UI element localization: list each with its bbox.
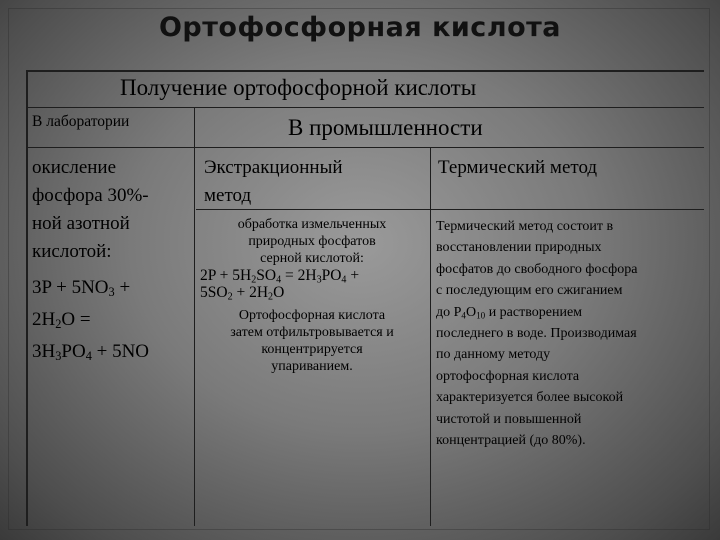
extraction-heading-line-1: Экстракционный: [204, 157, 343, 178]
thermal-line-6: последнего в воде. Производимая: [436, 326, 637, 342]
lab-line-3: ной азотной: [32, 213, 130, 234]
lab-method-text: [32, 154, 207, 366]
lab-column-header: В лаборатории: [32, 113, 130, 130]
table-divider-row1: [26, 107, 704, 108]
table-border-left: [26, 70, 28, 526]
extraction-desc-line-2: природных фосфатов: [248, 234, 376, 249]
industry-column-header: В промышленности: [288, 115, 483, 140]
table-divider-row2: [26, 147, 704, 148]
thermal-line-11: концентрацией (до 80%).: [436, 433, 586, 449]
slide-title: Ортофосфорная кислота: [158, 12, 562, 43]
extraction-equation-line-1: $2P + 5H_2SO_4 = 2H_3PO_4$ +: [200, 267, 360, 286]
extraction-desc-line-3: серной кислотой:: [260, 251, 364, 266]
thermal-line-8: ортофосфорная кислота: [436, 368, 580, 384]
thermal-method-text: [436, 216, 704, 451]
table-main-header: Получение ортофосфорной кислоты: [120, 75, 477, 100]
thermal-line-10: чистотой и повышенной: [436, 411, 582, 427]
thermal-line-2: восстановлении природных: [436, 240, 602, 256]
lab-line-4: кислотой:: [32, 241, 112, 262]
thermal-line-7: по данному методу: [436, 347, 551, 363]
thermal-line-5: до $P_4O_{10}$ и растворением: [436, 304, 583, 320]
lab-equation-line-3: $3H_3PO_4 + 5NO$: [32, 341, 150, 364]
methods-table: [26, 70, 704, 526]
extraction-filter-line-2: затем отфильтровывается и: [230, 325, 394, 340]
table-divider-col2: [430, 147, 431, 526]
thermal-line-9: характеризуется более высокой: [436, 390, 624, 406]
extraction-filter-line-1: Ортофосфорная кислота: [238, 308, 386, 323]
extraction-method-text: [200, 216, 424, 375]
extraction-desc-line-1: обработка измельченных: [237, 217, 387, 232]
lab-equation-line-2: $2H_2O$ =: [32, 309, 91, 332]
lab-equation-line-1: $3P + 5NO_3$ +: [32, 277, 131, 300]
extraction-equation-line-2: $5SO_2 + 2H_2O$: [200, 284, 285, 303]
table-border-top: [26, 70, 704, 72]
thermal-method-heading: Термический метод: [438, 157, 598, 178]
thermal-line-3: фосфатов до свободного фосфора: [436, 261, 638, 277]
lab-line-2: фосфора 30%-: [32, 185, 149, 206]
thermal-line-1: Термический метод состоит в: [436, 219, 614, 234]
extraction-filter-line-3: концентрируется: [261, 342, 363, 357]
extraction-filter-line-4: упариванием.: [271, 359, 353, 374]
thermal-line-4: с последующим его сжиганием: [436, 283, 623, 299]
extraction-heading-line-2: метод: [204, 185, 252, 206]
extraction-method-heading: [204, 154, 343, 210]
lab-line-1: окисление: [32, 157, 117, 178]
